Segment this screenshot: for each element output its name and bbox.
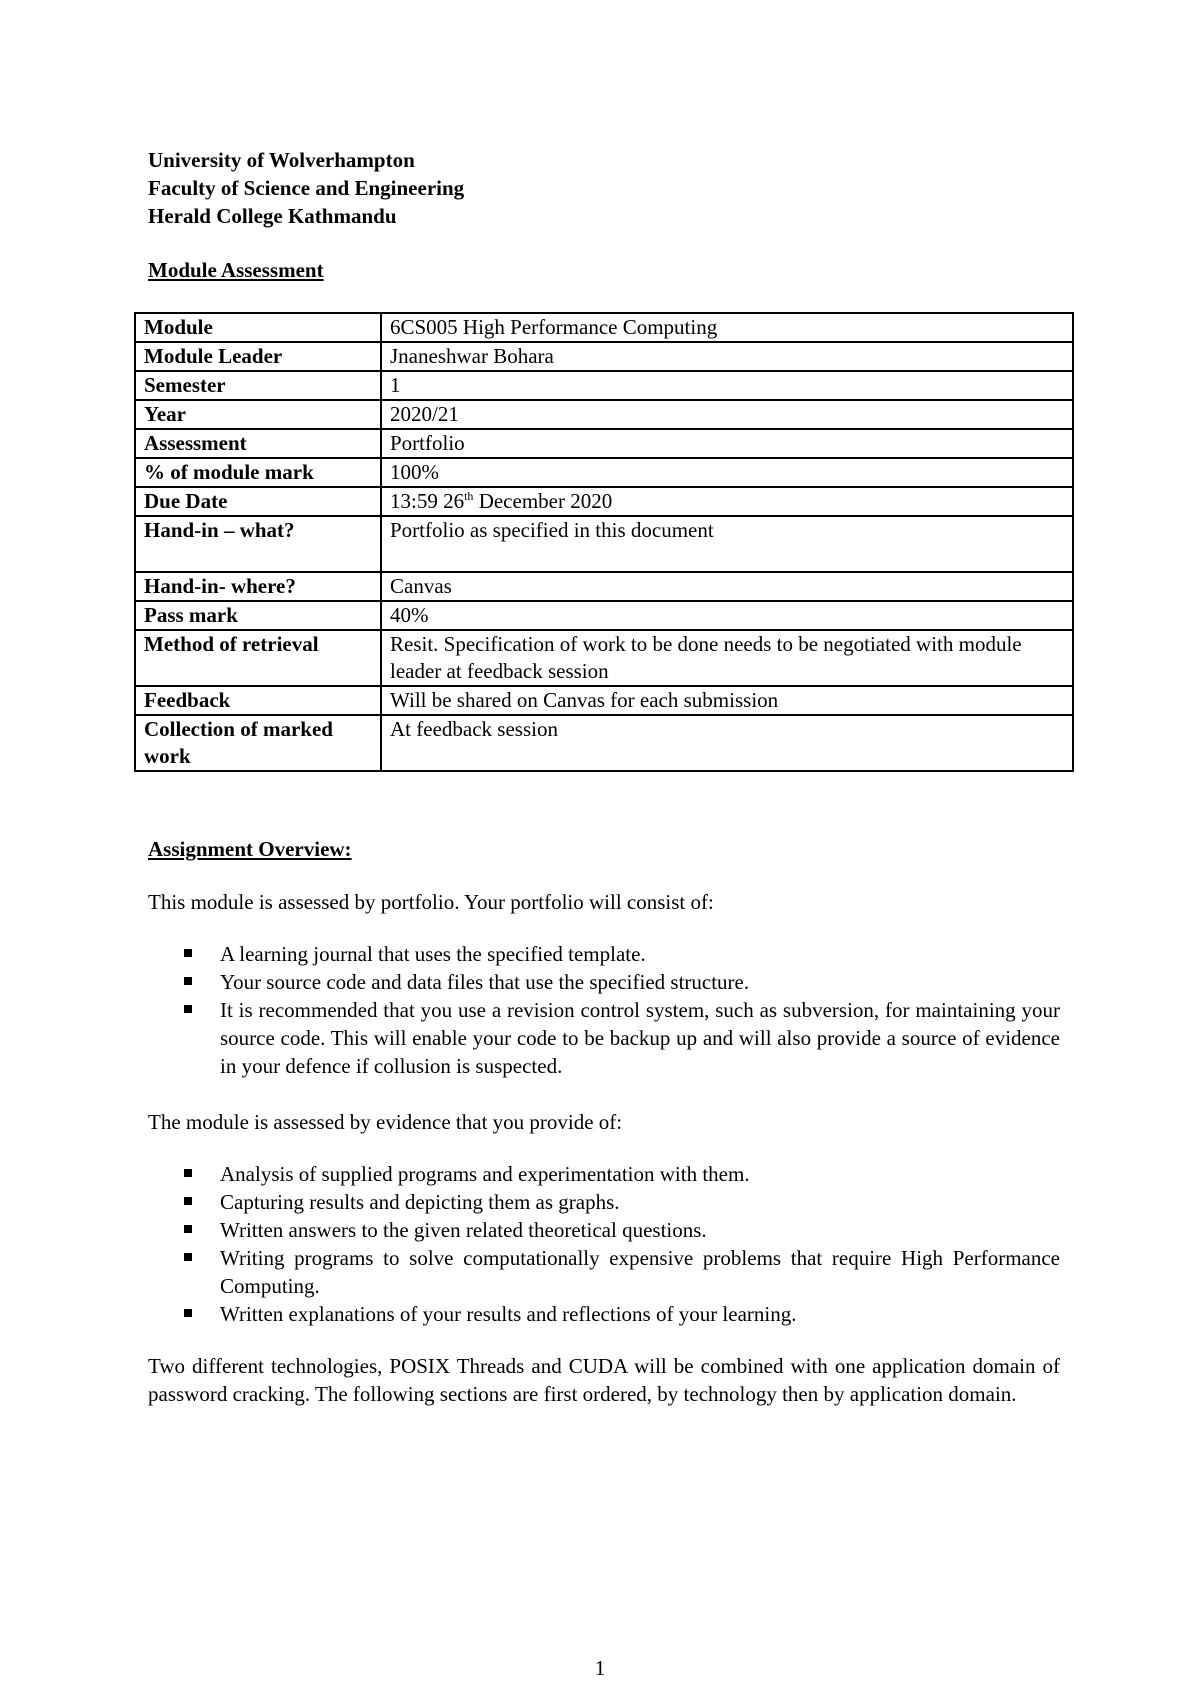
list-item (148, 1244, 1060, 1300)
table-row (135, 342, 1073, 371)
row-value: 100% (381, 458, 1073, 487)
row-value: 6CS005 High Performance Computing (381, 313, 1073, 342)
document-header (148, 146, 1048, 230)
list-item-text: Your source code and data files that use the specified structure. (220, 970, 750, 994)
table-row (135, 601, 1073, 630)
square-bullet-icon (184, 949, 192, 957)
due-date-time: 13:59 26 (390, 489, 465, 513)
due-date-ordinal: th (464, 489, 474, 503)
row-value: 40% (381, 601, 1073, 630)
square-bullet-icon (184, 1225, 192, 1233)
table-row (135, 715, 1073, 771)
row-label: Semester (135, 371, 381, 400)
row-value: 1 (381, 371, 1073, 400)
row-label: Year (135, 400, 381, 429)
row-label: Module (135, 313, 381, 342)
square-bullet-icon (184, 1169, 192, 1177)
list-item-text: Written answers to the given related theoretical questions. (220, 1218, 707, 1242)
list-item (148, 996, 1060, 1080)
row-value: Jnaneshwar Bohara (381, 342, 1073, 371)
list-item (148, 1300, 1060, 1328)
list-item (148, 1160, 1060, 1188)
row-value: Resit. Specification of work to be done needs to be negotiated with module leader at feedback session (381, 630, 1073, 686)
table-row (135, 313, 1073, 342)
list-item-text: Capturing results and depicting them as graphs. (220, 1190, 620, 1214)
list-item (148, 1216, 1060, 1244)
list-item-text: Analysis of supplied programs and experimentation with them. (220, 1162, 750, 1186)
table-row (135, 686, 1073, 715)
list-item-text: Written explanations of your results and reflections of your learning. (220, 1302, 797, 1326)
row-value: Portfolio (381, 429, 1073, 458)
assignment-overview-heading: Assignment Overview: (148, 837, 352, 861)
list-item (148, 968, 1060, 996)
table-row (135, 487, 1073, 516)
list-item-text: A learning journal that uses the specified template. (220, 942, 646, 966)
portfolio-items-list (148, 940, 1060, 1080)
table-row (135, 630, 1073, 686)
row-label: Hand-in – what? (135, 516, 381, 572)
due-date-month-year: December 2020 (473, 489, 613, 513)
row-value: Will be shared on Canvas for each submission (381, 686, 1073, 715)
module-assessment-heading: Module Assessment (148, 258, 324, 282)
square-bullet-icon (184, 1309, 192, 1317)
list-item-text: It is recommended that you use a revision control system, such as subversion, for maintaining your source code. This will enable your code to be backup up and will also provide a source of evidence in your defence if collusion is suspected. (220, 998, 1060, 1078)
row-value (381, 487, 1073, 516)
row-label: Module Leader (135, 342, 381, 371)
row-label: Hand-in- where? (135, 572, 381, 601)
row-label: Pass mark (135, 601, 381, 630)
table-row (135, 458, 1073, 487)
list-item (148, 940, 1060, 968)
closing-paragraph: Two different technologies, POSIX Threads and CUDA will be combined with one application domain of password cracking. The following sections are first ordered, by technology then by application domain. (148, 1354, 1060, 1406)
list-item (148, 1188, 1060, 1216)
list-item-text: Writing programs to solve computationally expensive problems that require High Performance Computing. (220, 1246, 1060, 1298)
university-name: University of Wolverhampton (148, 148, 415, 172)
table-row (135, 400, 1073, 429)
row-label: Collection of marked work (135, 715, 381, 771)
page-number: 1 (594, 1656, 606, 1680)
row-label: Assessment (135, 429, 381, 458)
square-bullet-icon (184, 1197, 192, 1205)
row-label: Method of retrieval (135, 630, 381, 686)
evidence-items-list (148, 1160, 1060, 1328)
row-value: Portfolio as specified in this document (381, 516, 1073, 572)
row-label: % of module mark (135, 458, 381, 487)
row-value: Canvas (381, 572, 1073, 601)
table-row (135, 572, 1073, 601)
row-label: Due Date (135, 487, 381, 516)
table-row (135, 516, 1073, 572)
square-bullet-icon (184, 977, 192, 985)
square-bullet-icon (184, 1253, 192, 1261)
faculty-name: Faculty of Science and Engineering (148, 176, 465, 200)
evidence-intro: The module is assessed by evidence that you provide of: (148, 1110, 623, 1134)
module-info-table (134, 312, 1074, 772)
row-value: At feedback session (381, 715, 1073, 771)
square-bullet-icon (184, 1005, 192, 1013)
table-row (135, 371, 1073, 400)
row-value: 2020/21 (381, 400, 1073, 429)
college-name: Herald College Kathmandu (148, 204, 397, 228)
row-label: Feedback (135, 686, 381, 715)
table-row (135, 429, 1073, 458)
portfolio-intro: This module is assessed by portfolio. Your portfolio will consist of: (148, 890, 714, 914)
